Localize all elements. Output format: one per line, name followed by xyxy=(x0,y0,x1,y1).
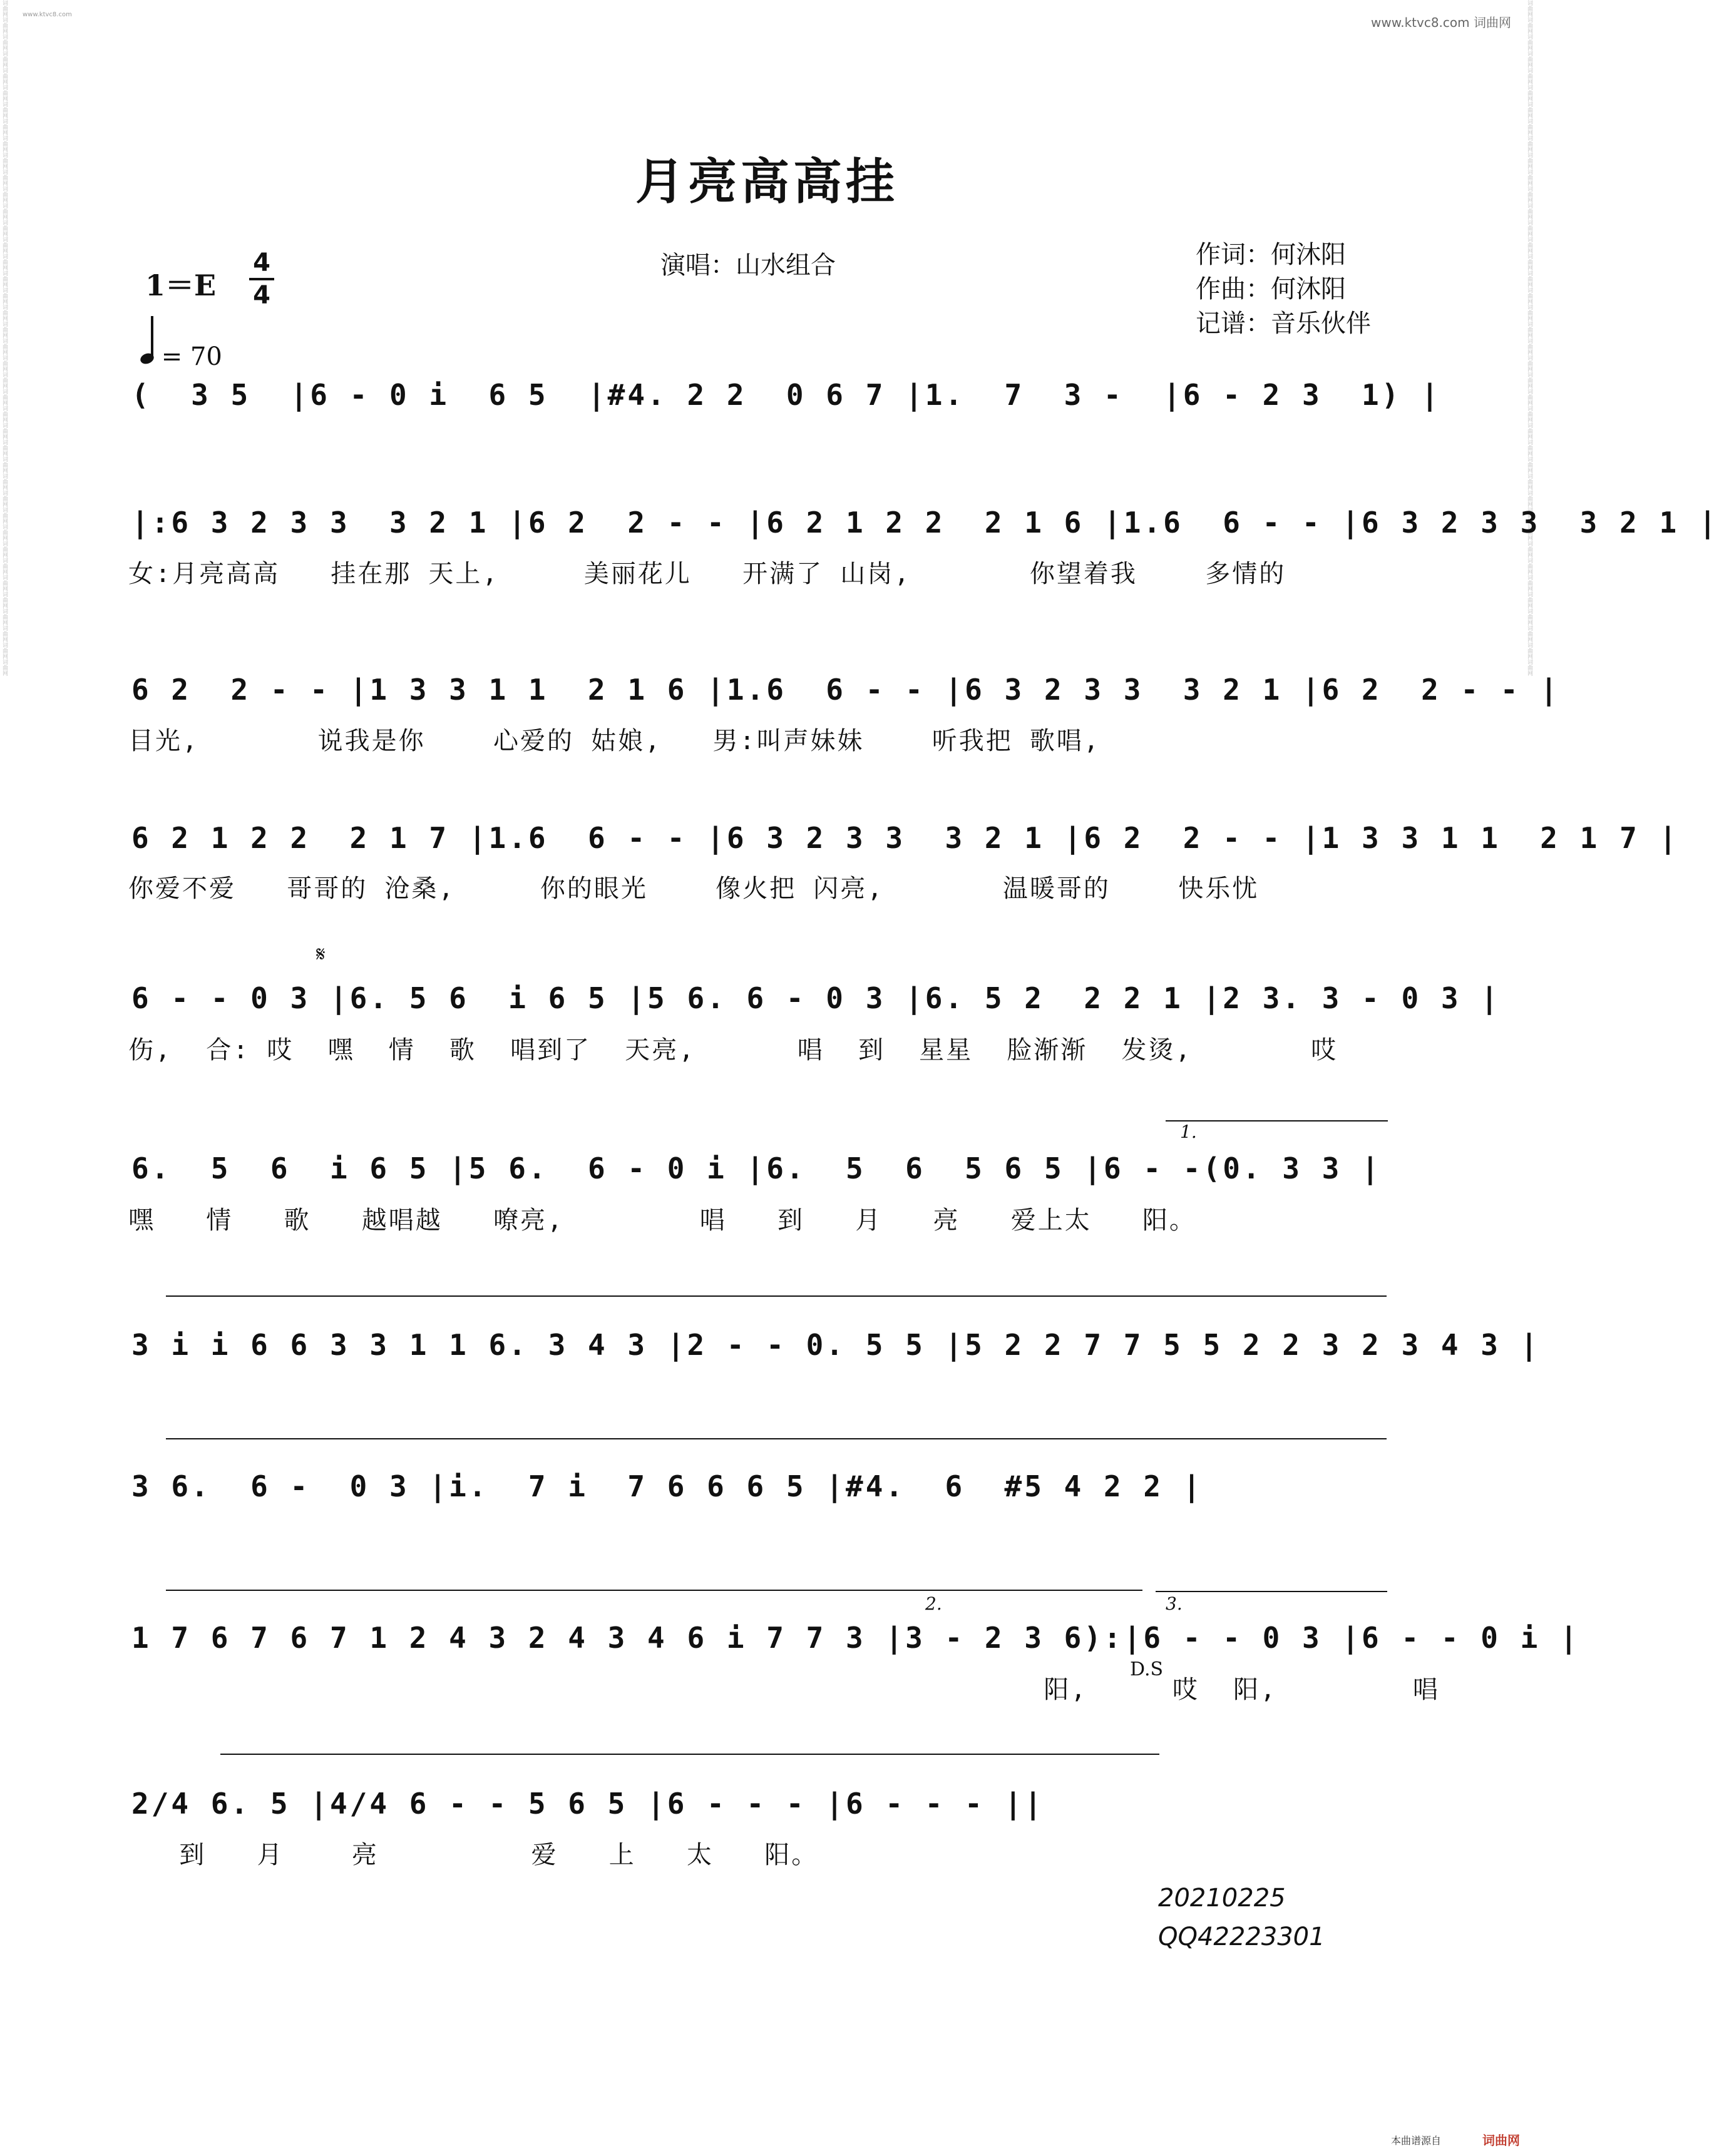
transcriber-qq: QQ42223301 xyxy=(1158,1923,1325,1951)
score-row-4-notes: 6 2 1 2 2 2 1 7 |1.6 6 - - |6 3 2 3 3 3 2 1 |6 2 2 - - |1 3 3 1 1 2 1 7 | xyxy=(131,821,1680,855)
score-row-6-notes: 6. 5 6 i 6 5 |5 6. 6 - 0 i |6. 5 6 5 6 5 |6 - -(0. 3 3 | xyxy=(131,1152,1382,1185)
note-stem-icon xyxy=(151,316,153,356)
segno-icon: 𝄋 xyxy=(316,942,326,967)
score-row-3-lyrics: 目光, 说我是你 心爱的 姑娘, 男:叫声妹妹 听我把 歌唱, xyxy=(128,727,1101,755)
score-row-9-lyrics: 阳, 哎 阳, 唱 xyxy=(128,1675,1440,1704)
score-row-3-notes: 6 2 2 - - |1 3 3 1 1 2 1 6 |1.6 6 - - |6 3 2 3 3 3 2 1 |6 2 2 - - | xyxy=(131,673,1560,707)
singer-credit: 演唱：山水组合 xyxy=(660,251,836,280)
composer-credit: 作曲：何沐阳 xyxy=(1196,275,1346,304)
top-right-watermark: www.ktvc8.com 词曲网 xyxy=(1370,15,1511,30)
time-signature-top: 4 xyxy=(253,248,270,277)
time-signature xyxy=(249,249,274,309)
footer-site-logo[interactable]: 词曲网 xyxy=(1482,2133,1520,2148)
volta-1-continuation-line-3 xyxy=(166,1590,1142,1591)
song-title: 月亮高高挂 xyxy=(635,153,898,210)
side-watermark-left: 词曲网词曲网词曲网词曲网词曲网词曲网词曲网词曲网词曲网词曲网词曲网词曲网词曲网词曲网词曲网词曲网词曲网词曲网词曲网词曲网词曲网词曲网词曲网词曲网词曲网词曲网词曲网词曲网词曲网词曲网词曲网词曲网词曲网词曲网词曲网词曲网词曲网词曲网词曲网词曲网 xyxy=(1,0,8,676)
dal-segno-marker: D.S xyxy=(1130,1658,1164,1680)
score-row-10-lyrics: 到 月 亮 爱 上 太 阳。 xyxy=(128,1841,819,1869)
score-row-7-notes: 3 i i 6 6 3 3 1 1 6. 3 4 3 |2 - - 0. 5 5 |5 2 2 7 7 5 5 2 2 3 2 3 4 3 | xyxy=(131,1328,1541,1362)
top-left-watermark: www.ktvc8.com xyxy=(23,11,72,18)
volta-1-continuation-line-2 xyxy=(166,1438,1387,1439)
quarter-note-icon xyxy=(139,352,155,366)
time-signature-divider xyxy=(249,278,274,280)
score-row-5-notes: 6 - - 0 3 |6. 5 6 i 6 5 |5 6. 6 - 0 3 |6. 5 2 2 2 1 |2 3. 3 - 0 3 | xyxy=(131,981,1501,1015)
score-row-4-lyrics: 你爱不爱 哥哥的 沧桑, 你的眼光 像火把 闪亮, 温暖哥的 快乐忧 xyxy=(128,874,1260,903)
tempo-value: = 70 xyxy=(161,342,222,371)
volta-2-marker: 2. xyxy=(925,1593,942,1614)
footer-source-text: 本曲谱源自 xyxy=(1391,2135,1442,2147)
side-watermark-right: 词曲网词曲网词曲网词曲网词曲网词曲网词曲网词曲网词曲网词曲网词曲网词曲网词曲网词曲网词曲网词曲网词曲网词曲网词曲网词曲网词曲网词曲网词曲网词曲网词曲网词曲网词曲网词曲网词曲网词曲网词曲网词曲网词曲网词曲网词曲网词曲网词曲网词曲网词曲网词曲网 xyxy=(1526,0,1532,676)
tempo-marking xyxy=(140,316,222,371)
key-signature: 1＝E xyxy=(145,268,217,302)
score-row-9-notes: 1 7 6 7 6 7 1 2 4 3 2 4 3 4 6 i 7 7 3 |3 - 2 3 6):|6 - - 0 3 |6 - - 0 i | xyxy=(131,1621,1580,1655)
score-row-1-notes: ( 3 5 |6 - 0 i 6 5 |#4. 2 2 0 6 7 |1. 7 3 - |6 - 2 3 1) | xyxy=(131,378,1441,412)
volta-1-continuation-line xyxy=(166,1295,1387,1297)
score-row-6-lyrics: 嘿 情 歌 越唱越 嘹亮, 唱 到 月 亮 爱上太 阳。 xyxy=(128,1206,1196,1235)
transcription-date: 20210225 xyxy=(1158,1884,1286,1913)
score-row-2-notes: |:6 3 2 3 3 3 2 1 |6 2 2 - - |6 2 1 2 2 2 1 6 |1.6 6 - - |6 3 2 3 3 3 2 1 | xyxy=(131,506,1719,539)
score-row-10-notes: 2/4 6. 5 |4/4 6 - - 5 6 5 |6 - - - |6 - - - || xyxy=(131,1787,1044,1821)
score-row-2-lyrics: 女:月亮高高 挂在那 天上, 美丽花儿 开满了 山岗, 你望着我 多情的 xyxy=(128,559,1286,588)
transcriber-credit: 记谱：音乐伙伴 xyxy=(1196,309,1371,338)
volta-1-marker: 1. xyxy=(1180,1121,1197,1142)
volta-3-marker: 3. xyxy=(1166,1593,1183,1614)
volta-3-bracket xyxy=(1156,1591,1387,1592)
lyricist-credit: 作词：何沐阳 xyxy=(1196,240,1346,269)
score-row-5-lyrics: 伤, 合: 哎 嘿 情 歌 唱到了 天亮, 唱 到 星星 脸渐渐 发烫, 哎 xyxy=(128,1036,1338,1065)
volta-1-bracket xyxy=(1166,1120,1388,1121)
score-row-8-notes: 3 6. 6 - 0 3 |i. 7 i 7 6 6 6 5 |#4. 6 #5 4 2 2 | xyxy=(131,1469,1203,1503)
volta-3-continuation-line xyxy=(220,1754,1159,1755)
time-signature-bottom: 4 xyxy=(253,281,270,310)
